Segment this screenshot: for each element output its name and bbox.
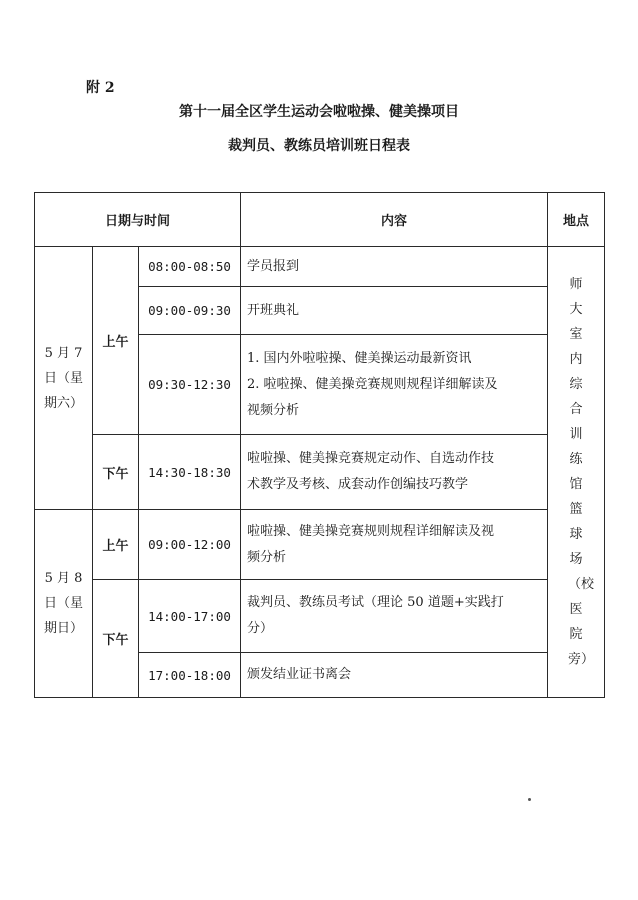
session-content: 颁发结业证书离会 — [241, 653, 548, 698]
session-content: 开班典礼 — [241, 287, 548, 335]
header-content: 内容 — [241, 193, 548, 247]
header-location: 地点 — [548, 193, 605, 247]
table-row — [35, 510, 605, 580]
date-cell-day2: 5 月 8 日（星 期日） — [35, 510, 93, 698]
session-content: 啦啦操、健美操竞赛规则规程详细解读及视 频分析 — [241, 510, 548, 580]
period-label: 上午 — [93, 510, 139, 580]
date-cell-day1: 5 月 7 日（星 期六） — [35, 247, 93, 510]
document-subtitle: 裁判员、教练员培训班日程表 — [228, 138, 410, 154]
schedule-table — [34, 192, 605, 698]
annex-label: 附 2 — [86, 80, 115, 96]
table-row — [35, 435, 605, 510]
session-content: 学员报到 — [241, 247, 548, 287]
session-content: 啦啦操、健美操竞赛规定动作、自选动作技 术教学及考核、成套动作创编技巧教学 — [241, 435, 548, 510]
session-time: 09:30-12:30 — [139, 335, 241, 435]
period-label: 下午 — [93, 435, 139, 510]
session-content: 裁判员、教练员考试（理论 50 道题+实践打 分） — [241, 580, 548, 653]
period-label: 下午 — [93, 580, 139, 698]
session-time: 14:30-18:30 — [139, 435, 241, 510]
document-title: 第十一届全区学生运动会啦啦操、健美操项目 — [179, 104, 459, 120]
session-time: 17:00-18:00 — [139, 653, 241, 698]
session-time: 09:00-09:30 — [139, 287, 241, 335]
session-time: 08:00-08:50 — [139, 247, 241, 287]
scan-speck — [528, 798, 531, 801]
session-time: 09:00-12:00 — [139, 510, 241, 580]
table-row — [35, 247, 605, 287]
session-time: 14:00-17:00 — [139, 580, 241, 653]
session-content: 1. 国内外啦啦操、健美操运动最新资讯 2. 啦啦操、健美操竞赛规则规程详细解读及 视频分析 — [241, 335, 548, 435]
header-date-time: 日期与时间 — [35, 193, 241, 247]
table-header-row — [35, 193, 605, 247]
location-cell: 师大室内综合训练馆篮球场（校医院旁） — [548, 247, 605, 698]
period-label: 上午 — [93, 247, 139, 435]
table-row — [35, 580, 605, 653]
